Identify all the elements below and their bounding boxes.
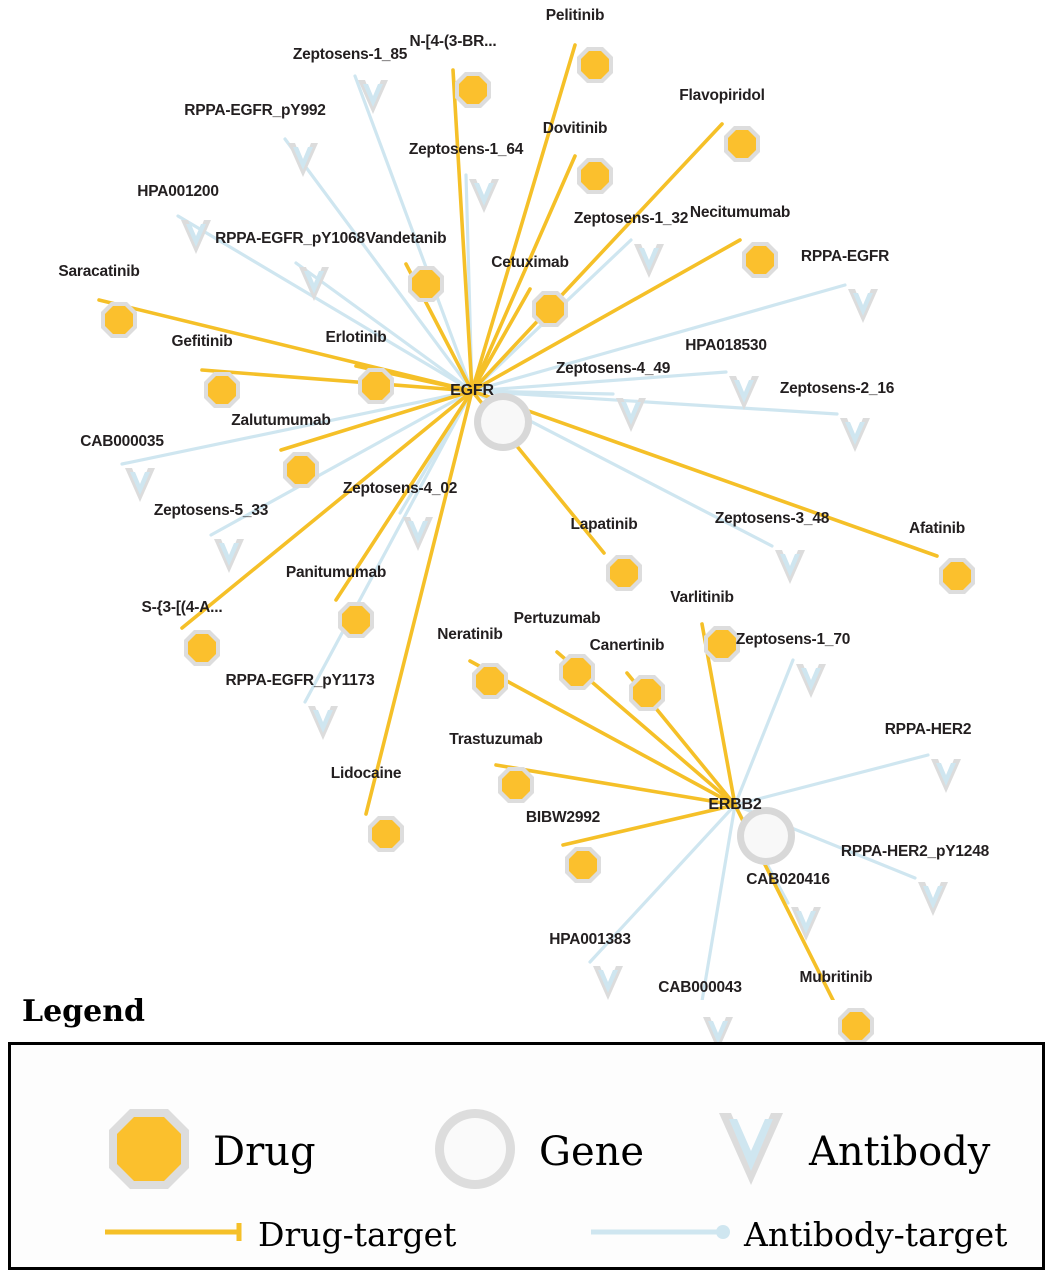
legend-label-drug: Drug [213, 1128, 316, 1175]
node-label: HPA018530 [685, 337, 767, 354]
node-label: RPPA-EGFR [800, 248, 890, 265]
legend-label-antibody-target: Antibody-target [744, 1215, 1008, 1254]
legend-item-drug [103, 1103, 316, 1200]
graph-edge [366, 391, 472, 814]
node-label: Zeptosens-1_32 [573, 210, 689, 227]
legend-label-gene: Gene [539, 1128, 645, 1175]
node-label: Pelitinib [545, 7, 605, 24]
drug-target-line-icon [103, 1220, 248, 1249]
legend-edge-antibody-target [589, 1215, 1007, 1254]
node-label: Necitumumab [689, 204, 791, 221]
node-label: Zeptosens-1_70 [735, 631, 851, 648]
node-label: Zeptosens-3_48 [714, 510, 830, 527]
legend-item-antibody [711, 1103, 990, 1200]
node-label: RPPA-EGFR_pY1173 [225, 672, 375, 689]
node-label: N-[4-(3-BR... [409, 33, 497, 50]
node-label: RPPA-HER2_pY1248 [840, 843, 990, 860]
node-label: CAB000035 [80, 433, 164, 450]
node-label: Saracatinib [58, 263, 140, 280]
node-label: EGFR [450, 382, 494, 399]
node-label: Pertuzumab [513, 610, 601, 627]
graph-edge [453, 70, 472, 391]
node-label: Dovitinib [542, 120, 608, 137]
node-label: Zeptosens-5_33 [153, 502, 269, 519]
legend-box [8, 1042, 1045, 1270]
legend-edge-drug-target [103, 1215, 456, 1254]
node-label: RPPA-EGFR_pY1068 [215, 230, 365, 247]
node-label: Lapatinib [570, 516, 638, 533]
legend-title: Legend [22, 994, 146, 1029]
node-label: ERBB2 [708, 796, 762, 813]
node-label: Zalutumumab [231, 412, 331, 429]
node-label: CAB020416 [746, 871, 830, 888]
node-label: Zeptosens-1_85 [292, 46, 408, 63]
node-label: S-{3-[(4-A... [141, 599, 223, 616]
node-label: HPA001383 [549, 931, 631, 948]
node-label: Panitumumab [285, 564, 387, 581]
node-label: Zeptosens-4_02 [342, 480, 458, 497]
node-label: Zeptosens-1_64 [408, 141, 524, 158]
node-label: HPA001200 [137, 183, 219, 200]
node-label: Erlotinib [325, 329, 387, 346]
node-label: RPPA-EGFR_pY992 [184, 102, 326, 119]
chevron-icon [711, 1103, 791, 1200]
node-label: Zeptosens-2_16 [779, 380, 895, 397]
node-label: Cetuximab [491, 254, 569, 271]
legend-label-antibody: Antibody [809, 1128, 991, 1175]
octagon-icon [103, 1103, 195, 1200]
legend-item-gene [429, 1103, 644, 1200]
node-label: Vandetanib [365, 230, 447, 247]
node-label: CAB000043 [658, 979, 742, 996]
node-label: BIBW2992 [525, 809, 601, 826]
node-label: RPPA-HER2 [884, 721, 972, 738]
node-label: Varlitinib [670, 589, 734, 606]
legend-label-drug-target: Drug-target [258, 1215, 457, 1254]
node-label: Afatinib [908, 520, 966, 537]
graph-edge [735, 660, 793, 805]
circle-icon [429, 1103, 521, 1200]
node-label: Gefitinib [171, 333, 233, 350]
node-label: Lidocaine [330, 765, 402, 782]
graph-edge [735, 755, 928, 805]
graph-edge [700, 805, 735, 1000]
node-label: Trastuzumab [449, 731, 543, 748]
node-label: Canertinib [589, 637, 665, 654]
node-label: Zeptosens-4_49 [555, 360, 671, 377]
node-label: Neratinib [437, 626, 503, 643]
node-label: Flavopiridol [679, 87, 765, 104]
antibody-target-line-icon [589, 1220, 734, 1249]
node-label: Mubritinib [799, 969, 873, 986]
